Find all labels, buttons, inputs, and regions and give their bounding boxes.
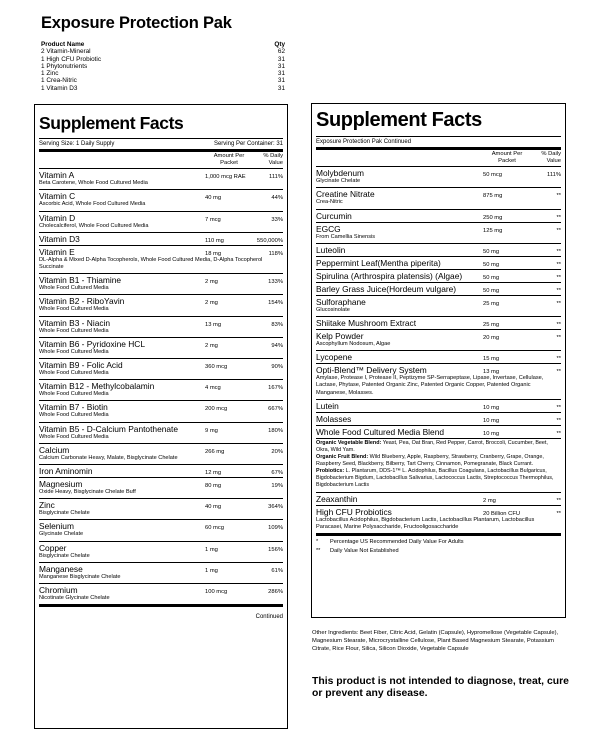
nutrient-line xyxy=(316,211,561,221)
nutrient-amount: 875 mg xyxy=(483,193,503,200)
column-header xyxy=(39,152,283,169)
nutrient-name: Molybdenum xyxy=(316,168,364,179)
nutrient-amount: 40 mg xyxy=(205,195,222,202)
servings-per-container: Serving Per Container: 31 xyxy=(213,141,283,147)
nutrient-row xyxy=(39,401,283,422)
footnote-mark: * xyxy=(316,539,319,546)
column-amount: Amount Per Packet xyxy=(213,153,245,166)
nutrient-daily-value: 550,000% xyxy=(256,237,283,244)
pak-item-name: 1 High CFU Probiotic xyxy=(41,55,102,63)
nutrient-line xyxy=(39,318,283,328)
nutrient-row xyxy=(316,330,561,351)
nutrient-row xyxy=(39,212,283,233)
nutrient-name: Sulforaphane xyxy=(316,296,366,307)
nutrient-name: Vitamin C xyxy=(39,191,76,202)
nutrient-row xyxy=(39,295,283,316)
nutrient-name: Vitamin B1 - Thiamine xyxy=(39,275,122,286)
nutrient-row xyxy=(39,542,283,563)
nutrient-row xyxy=(316,413,561,426)
nutrient-source: Beta Carotene, Whole Food Cultured Media xyxy=(39,180,148,187)
nutrient-source: Amylase, Protease I, Protease II, Peptizyme SP-Serrapeptase, Lipase, Invertase, Cellulase, Lactase, Phytase, Patented Organic Zinc, Patented Organic Copper, Patented Organic Manganese, Molasses. xyxy=(316,375,544,396)
nutrient-source: DL-Alpha & Mixed D-Alpha Tocopherols, Whole Food Cultured Media, D-Alpha Tocopherol Succinate xyxy=(39,256,263,270)
nutrient-daily-value: ** xyxy=(556,510,561,517)
nutrient-amount: 25 mg xyxy=(483,322,500,328)
nutrient-name: Chromium xyxy=(39,585,78,596)
nutrient-source: Cholecalciferol, Whole Food Cultured Media xyxy=(39,222,149,229)
nutrient-daily-value: ** xyxy=(556,335,561,341)
page-title: Exposure Protection Pak xyxy=(41,14,232,32)
nutrient-amount: 80 mg xyxy=(205,483,222,490)
pak-item-name: 1 Phytonutrients xyxy=(41,62,88,70)
supplement-facts-panel-right xyxy=(311,103,566,618)
nutrient-amount: 10 mg xyxy=(483,417,500,424)
footnote xyxy=(316,538,561,547)
nutrient-amount: 13 mg xyxy=(205,321,222,328)
nutrient-row xyxy=(316,506,561,536)
nutrient-daily-value: 133% xyxy=(268,279,283,286)
nutrient-line xyxy=(39,466,283,476)
nutrient-amount: 250 mg xyxy=(483,214,503,221)
nutrient-amount: 10 mg xyxy=(483,404,500,411)
nutrient-line xyxy=(316,494,561,504)
nutrient-amount: 50 mcg xyxy=(483,172,503,179)
nutrient-source: Whole Food Cultured Media xyxy=(39,285,109,292)
pak-header-name: Product Name xyxy=(41,41,85,48)
nutrient-name: Vitamin D3 xyxy=(39,233,80,244)
pak-item-name: 1 Vitamin D3 xyxy=(41,84,78,92)
nutrient-daily-value: ** xyxy=(556,248,561,255)
nutrient-name: Curcumin xyxy=(316,210,352,221)
footnote-mark: ** xyxy=(316,548,321,555)
nutrient-line xyxy=(39,479,283,489)
pak-item-row xyxy=(41,70,285,77)
nutrient-amount: 2 mg xyxy=(205,300,218,307)
nutrient-row xyxy=(39,520,283,541)
nutrient-source: Calcium Carbonate Heavy, Malate, Bisglycinate Chelate xyxy=(39,454,178,461)
footnote-text: Percentage US Recommended Daily Value For Adults xyxy=(330,539,464,546)
nutrient-amount: 40 mg xyxy=(205,504,222,511)
nutrient-row xyxy=(316,167,561,188)
nutrient-row xyxy=(39,233,283,246)
nutrient-daily-value: 19% xyxy=(271,483,283,490)
pak-item-name: 1 Zinc xyxy=(41,70,59,78)
nutrient-source: Manganese Bisglycinate Chelate xyxy=(39,573,121,580)
nutrient-daily-value: ** xyxy=(556,214,561,221)
blend-paragraph xyxy=(316,454,561,468)
nutrient-line xyxy=(316,258,561,268)
pak-item-qty: 31 xyxy=(277,70,285,78)
nutrient-row xyxy=(316,188,561,209)
nutrient-line xyxy=(316,414,561,424)
nutrient-amount: 100 mcg xyxy=(205,589,228,596)
nutrient-row xyxy=(39,380,283,401)
nutrient-source: Bisglycinate Chelate xyxy=(39,552,90,559)
nutrient-daily-value: 111% xyxy=(269,174,283,181)
nutrient-daily-value: ** xyxy=(556,356,561,363)
nutrient-amount: 50 mg xyxy=(483,248,500,255)
nutrient-daily-value: 111% xyxy=(547,172,561,179)
nutrient-daily-value: 83% xyxy=(271,321,283,328)
nutrient-amount: 50 mg xyxy=(483,261,500,268)
blend-paragraph xyxy=(316,440,561,454)
nutrient-daily-value: ** xyxy=(556,193,561,200)
nutrient-row xyxy=(316,257,561,270)
blend-label: Organic Vegetable Blend: xyxy=(316,439,382,446)
nutrient-line xyxy=(39,360,283,370)
nutrient-line xyxy=(39,445,283,455)
nutrient-amount: 200 mcg xyxy=(205,406,228,413)
nutrient-name: Vitamin B12 - Methylcobalamin xyxy=(39,381,155,392)
nutrient-daily-value: ** xyxy=(556,497,561,504)
nutrient-line xyxy=(39,213,283,223)
nutrient-name: Molasses xyxy=(316,413,352,424)
nutrient-row xyxy=(316,317,561,330)
supplement-facts-title: Supplement Facts xyxy=(316,109,561,137)
column-daily-value: % Daily Value xyxy=(263,153,283,166)
nutrient-line xyxy=(316,318,561,328)
nutrient-source: Glycinate Chelate xyxy=(316,178,361,185)
nutrient-row xyxy=(39,274,283,295)
nutrient-name: Lutein xyxy=(316,400,339,411)
nutrient-row xyxy=(39,563,283,584)
nutrient-daily-value: 667% xyxy=(268,406,283,413)
nutrient-line xyxy=(316,168,561,178)
nutrient-amount: 7 mcg xyxy=(205,216,221,223)
nutrient-source: Ascorbic Acid, Whole Food Cultured Media xyxy=(39,201,146,208)
nutrient-line xyxy=(39,585,283,595)
nutrient-daily-value: 364% xyxy=(268,504,283,511)
supplement-facts-title: Supplement Facts xyxy=(39,113,283,139)
pak-item-qty: 31 xyxy=(277,55,285,63)
column-daily-value: % Daily Value xyxy=(541,151,561,164)
nutrient-line xyxy=(316,224,561,234)
nutrient-amount: 1 mg xyxy=(205,567,218,574)
nutrient-daily-value: 33% xyxy=(271,216,283,223)
nutrient-source: Whole Food Cultured Media xyxy=(39,433,109,440)
nutrient-daily-value: ** xyxy=(556,404,561,411)
nutrient-row xyxy=(39,169,283,190)
nutrient-line xyxy=(316,245,561,255)
nutrient-row xyxy=(316,351,561,364)
nutrient-line xyxy=(316,507,561,517)
nutrient-amount: 13 mg xyxy=(483,369,500,376)
pak-item-qty: 31 xyxy=(277,62,285,70)
footnote-text: Daily Value Not Established xyxy=(330,548,399,555)
nutrient-daily-value: 167% xyxy=(268,385,283,392)
nutrient-name: Zeaxanthin xyxy=(316,493,358,504)
nutrient-line xyxy=(316,297,561,307)
column-header xyxy=(316,150,561,167)
nutrient-name: Iron Aminomin xyxy=(39,466,93,477)
nutrient-line xyxy=(316,189,561,199)
nutrient-source: Whole Food Cultured Media xyxy=(39,348,109,355)
nutrient-amount: 60 mcg xyxy=(205,525,225,532)
nutrient-source: Whole Food Cultured Media xyxy=(39,370,109,377)
nutrient-row xyxy=(316,223,561,244)
nutrient-daily-value: ** xyxy=(556,300,561,307)
nutrient-name: Spirulina (Arthrospira platensis) (Algae) xyxy=(316,270,463,281)
nutrient-daily-value: ** xyxy=(556,369,561,376)
nutrient-daily-value: ** xyxy=(556,274,561,281)
nutrient-name: Vitamin D xyxy=(39,212,76,223)
nutrient-name: Vitamin B7 - Biotin xyxy=(39,402,108,413)
pak-contents-table xyxy=(41,41,285,92)
nutrient-line xyxy=(39,275,283,285)
nutrient-name: Zinc xyxy=(39,500,55,511)
nutrient-amount: 20 mg xyxy=(483,335,500,341)
nutrient-row xyxy=(39,465,283,478)
nutrient-line xyxy=(316,365,561,375)
pak-item-row xyxy=(41,63,285,70)
nutrient-name: Selenium xyxy=(39,521,74,532)
nutrient-row xyxy=(39,444,283,465)
nutrient-source: Ascophyllum Nodosum, Algae xyxy=(316,341,391,347)
nutrient-line xyxy=(39,500,283,510)
nutrient-name: Calcium xyxy=(39,444,70,455)
nutrient-line xyxy=(39,381,283,391)
nutrient-daily-value: ** xyxy=(556,227,561,234)
nutrient-daily-value: ** xyxy=(556,287,561,294)
serving-size: Serving Size: 1 Daily Supply xyxy=(39,141,115,147)
nutrient-name: Magnesium xyxy=(39,479,83,490)
nutrient-source: Nicotinate Glycinate Chelate xyxy=(39,595,110,602)
nutrient-row xyxy=(316,493,561,506)
nutrient-name: Vitamin A xyxy=(39,170,75,181)
pak-item-qty: 62 xyxy=(277,48,285,56)
nutrient-name: Shiitake Mushroom Extract xyxy=(316,318,417,328)
nutrient-daily-value: 94% xyxy=(271,342,283,349)
nutrient-daily-value: 90% xyxy=(271,364,283,371)
blend-label: Organic Fruit Blend: xyxy=(316,453,369,460)
nutrient-row xyxy=(39,423,283,444)
nutrient-row xyxy=(316,426,561,439)
footnote xyxy=(316,547,561,556)
nutrient-line xyxy=(39,521,283,531)
pak-item-row xyxy=(41,48,285,55)
nutrient-name: Peppermint Leaf(Mentha piperita) xyxy=(316,257,441,268)
pak-item-row xyxy=(41,77,285,84)
nutrient-line xyxy=(39,296,283,306)
nutrient-name: Opti-Blend™ Delivery System xyxy=(316,365,427,376)
nutrient-daily-value: 180% xyxy=(268,427,283,434)
nutrient-source: Oxide Heavy, Bisglycinate Chelate Buff xyxy=(39,489,136,496)
pak-item-row xyxy=(41,85,285,92)
nutrient-line xyxy=(316,427,561,437)
nutrient-name: Vitamin B3 - Niacin xyxy=(39,317,111,328)
nutrient-amount: 20 Billion CFU xyxy=(483,510,521,517)
nutrient-amount: 9 mg xyxy=(205,427,218,434)
nutrient-name: Vitamin B9 - Folic Acid xyxy=(39,360,123,371)
nutrient-line xyxy=(316,401,561,411)
nutrient-row xyxy=(39,584,283,607)
nutrient-daily-value: 109% xyxy=(268,525,283,532)
pak-header-qty: Qty xyxy=(274,41,285,48)
nutrient-amount: 2 mg xyxy=(205,342,218,349)
nutrient-amount: 10 mg xyxy=(483,430,500,437)
nutrient-name: Vitamin B5 - D-Calcium Pantothenate xyxy=(39,423,179,434)
disclaimer: This product is not intended to diagnose, treat, cure or prevent any disease. xyxy=(312,676,569,699)
column-amount: Amount Per Packet xyxy=(491,151,523,164)
nutrient-amount: 1 mg xyxy=(205,546,218,553)
nutrient-daily-value: 154% xyxy=(268,300,283,307)
nutrient-name: Manganese xyxy=(39,563,83,574)
nutrient-amount: 4 mcg xyxy=(205,385,221,392)
pak-item-row xyxy=(41,56,285,63)
nutrient-line xyxy=(39,543,283,553)
nutrient-name: High CFU Probiotics xyxy=(316,506,392,517)
nutrient-name: Luteolin xyxy=(316,244,346,255)
nutrient-source: Whole Food Cultured Media xyxy=(39,412,109,419)
nutrient-source: Glycinate Chelate xyxy=(39,531,84,538)
nutrient-amount: 50 mg xyxy=(483,287,500,294)
nutrient-row xyxy=(39,338,283,359)
nutrient-daily-value: ** xyxy=(556,261,561,268)
nutrient-source: Whole Food Cultured Media xyxy=(39,391,109,398)
nutrient-row xyxy=(316,296,561,317)
pak-header-row xyxy=(41,41,285,48)
nutrient-line xyxy=(316,284,561,294)
nutrient-name: Lycopene xyxy=(316,352,353,363)
nutrient-daily-value: ** xyxy=(556,322,561,328)
nutrient-source: From Camellia Sinensis xyxy=(316,233,376,240)
nutrient-amount: 2 mg xyxy=(483,497,496,504)
nutrient-row xyxy=(316,283,561,296)
pak-item-name: 1 Crea-Nitric xyxy=(41,77,77,85)
nutrient-row xyxy=(316,270,561,283)
nutrient-daily-value: 61% xyxy=(271,567,283,574)
nutrient-amount: 125 mg xyxy=(483,227,503,234)
serving-info xyxy=(39,139,283,152)
nutrient-row xyxy=(316,364,561,400)
nutrient-amount: 1,000 mcg RAE xyxy=(205,174,246,181)
nutrient-amount: 15 mg xyxy=(483,356,500,363)
nutrient-daily-value: 156% xyxy=(268,546,283,553)
nutrient-source: Lactobacillus Acidophilus, Bigdobacterium Lactis, Lactobacillus Plantarum, Lactobacillus Paracasei, Marine Polysaccharide, Fructooligosaccharide xyxy=(316,516,535,531)
nutrient-line xyxy=(316,331,561,341)
nutrient-row xyxy=(39,359,283,380)
pak-item-qty: 31 xyxy=(277,77,285,85)
nutrient-line xyxy=(39,339,283,349)
nutrient-row xyxy=(39,246,283,274)
nutrient-line xyxy=(316,352,561,362)
nutrient-line xyxy=(39,191,283,201)
nutrient-amount: 25 mg xyxy=(483,300,500,307)
nutrient-amount: 18 mg xyxy=(205,250,222,257)
blend-paragraph xyxy=(316,468,561,489)
nutrient-daily-value: 44% xyxy=(271,195,283,202)
nutrient-amount: 360 mcg xyxy=(205,364,228,371)
nutrient-name: Kelp Powder xyxy=(316,331,364,341)
nutrient-daily-value: 20% xyxy=(271,448,283,455)
nutrient-row xyxy=(316,244,561,257)
blend-details xyxy=(316,439,561,493)
nutrient-amount: 2 mg xyxy=(205,279,218,286)
nutrient-daily-value: 286% xyxy=(268,589,283,596)
nutrient-line xyxy=(39,170,283,180)
nutrient-name: Whole Food Cultured Media Blend xyxy=(316,426,445,437)
nutrient-name: Copper xyxy=(39,542,67,553)
blend-ingredients: Wild Blueberry, Apple, Raspberry, Strawberry, Cranberry, Grape, Orange, Raspberry Seed, Blackberry, Bilberry, Tart Cherry, Cinnamon, Pomegranate, Black Currant. xyxy=(316,453,544,467)
nutrient-daily-value: 67% xyxy=(271,470,283,477)
continued-label: Continued xyxy=(255,614,283,621)
nutrient-name: Vitamin B2 - RiboYavin xyxy=(39,296,125,307)
nutrient-line xyxy=(39,402,283,412)
nutrient-amount: 50 mg xyxy=(483,274,500,281)
nutrient-line xyxy=(39,424,283,434)
nutrient-name: Vitamin E xyxy=(39,246,75,257)
nutrient-amount: 110 mg xyxy=(205,237,224,244)
blend-ingredients: Yeast, Pea, Oat Bran, Red Pepper, Carrot, Broccoli, Cucumber, Beet, Okra, Wild Yam. xyxy=(316,439,548,453)
nutrient-daily-value: ** xyxy=(556,417,561,424)
nutrient-line xyxy=(39,234,283,244)
nutrient-source: Crea-Nitric xyxy=(316,199,343,206)
nutrient-source: Whole Food Cultured Media xyxy=(39,327,109,334)
pak-item-name: 2 Vitamin-Mineral xyxy=(41,48,91,56)
nutrient-row xyxy=(39,499,283,520)
nutrient-line xyxy=(316,271,561,281)
blend-ingredients: L. Plantarum, DDS-1™ L. Acidophilus, Bacillus Coagulans, Lactobacillus Bulgaricus, Bigdobacterium Bigdum, Lactobacillus Salivarius, Lactococcus Lactis, Streptococcus Thermophilus, Bigdobacterium Lactis xyxy=(316,467,554,488)
nutrient-source: Glucosinolate xyxy=(316,306,350,313)
nutrient-source: Whole Food Cultured Media xyxy=(39,306,109,313)
supplement-facts-panel-left xyxy=(34,104,288,729)
nutrient-row xyxy=(39,190,283,211)
nutrient-row xyxy=(316,400,561,413)
pak-item-qty: 31 xyxy=(277,84,285,92)
nutrient-name: Vitamin B6 - Pyridoxine HCL xyxy=(39,338,145,349)
panel-subtitle: Exposure Protection Pak Continued xyxy=(316,137,561,150)
nutrient-line xyxy=(39,247,283,257)
nutrient-name: Creatine Nitrate xyxy=(316,189,375,200)
nutrient-row xyxy=(316,210,561,223)
nutrient-amount: 12 mg xyxy=(205,470,222,477)
blend-label: Probiotics: xyxy=(316,467,345,474)
nutrient-daily-value: 118% xyxy=(268,250,283,257)
other-ingredients: Other Ingredients: Beet Fiber, Citric Acid, Gelatin (Capsule), Hypromellose (Vegetable Capsule), Magnesium Stearate, Microcrystalline Cellulose, Plant Based Magnesium Stearate, Potassium Citrate, Rice Flour, Silica, Silicon Dioxide, Vegetable Capsule xyxy=(312,630,559,652)
nutrient-row xyxy=(39,317,283,338)
nutrient-name: EGCG xyxy=(316,223,341,234)
nutrient-line xyxy=(39,564,283,574)
nutrient-amount: 266 mg xyxy=(205,448,225,455)
nutrient-row xyxy=(39,478,283,499)
nutrient-daily-value: ** xyxy=(556,430,561,437)
nutrient-name: Barley Grass Juice(Hordeum vulgare) xyxy=(316,283,457,294)
nutrient-source: Bisglycinate Chelate xyxy=(39,510,90,517)
